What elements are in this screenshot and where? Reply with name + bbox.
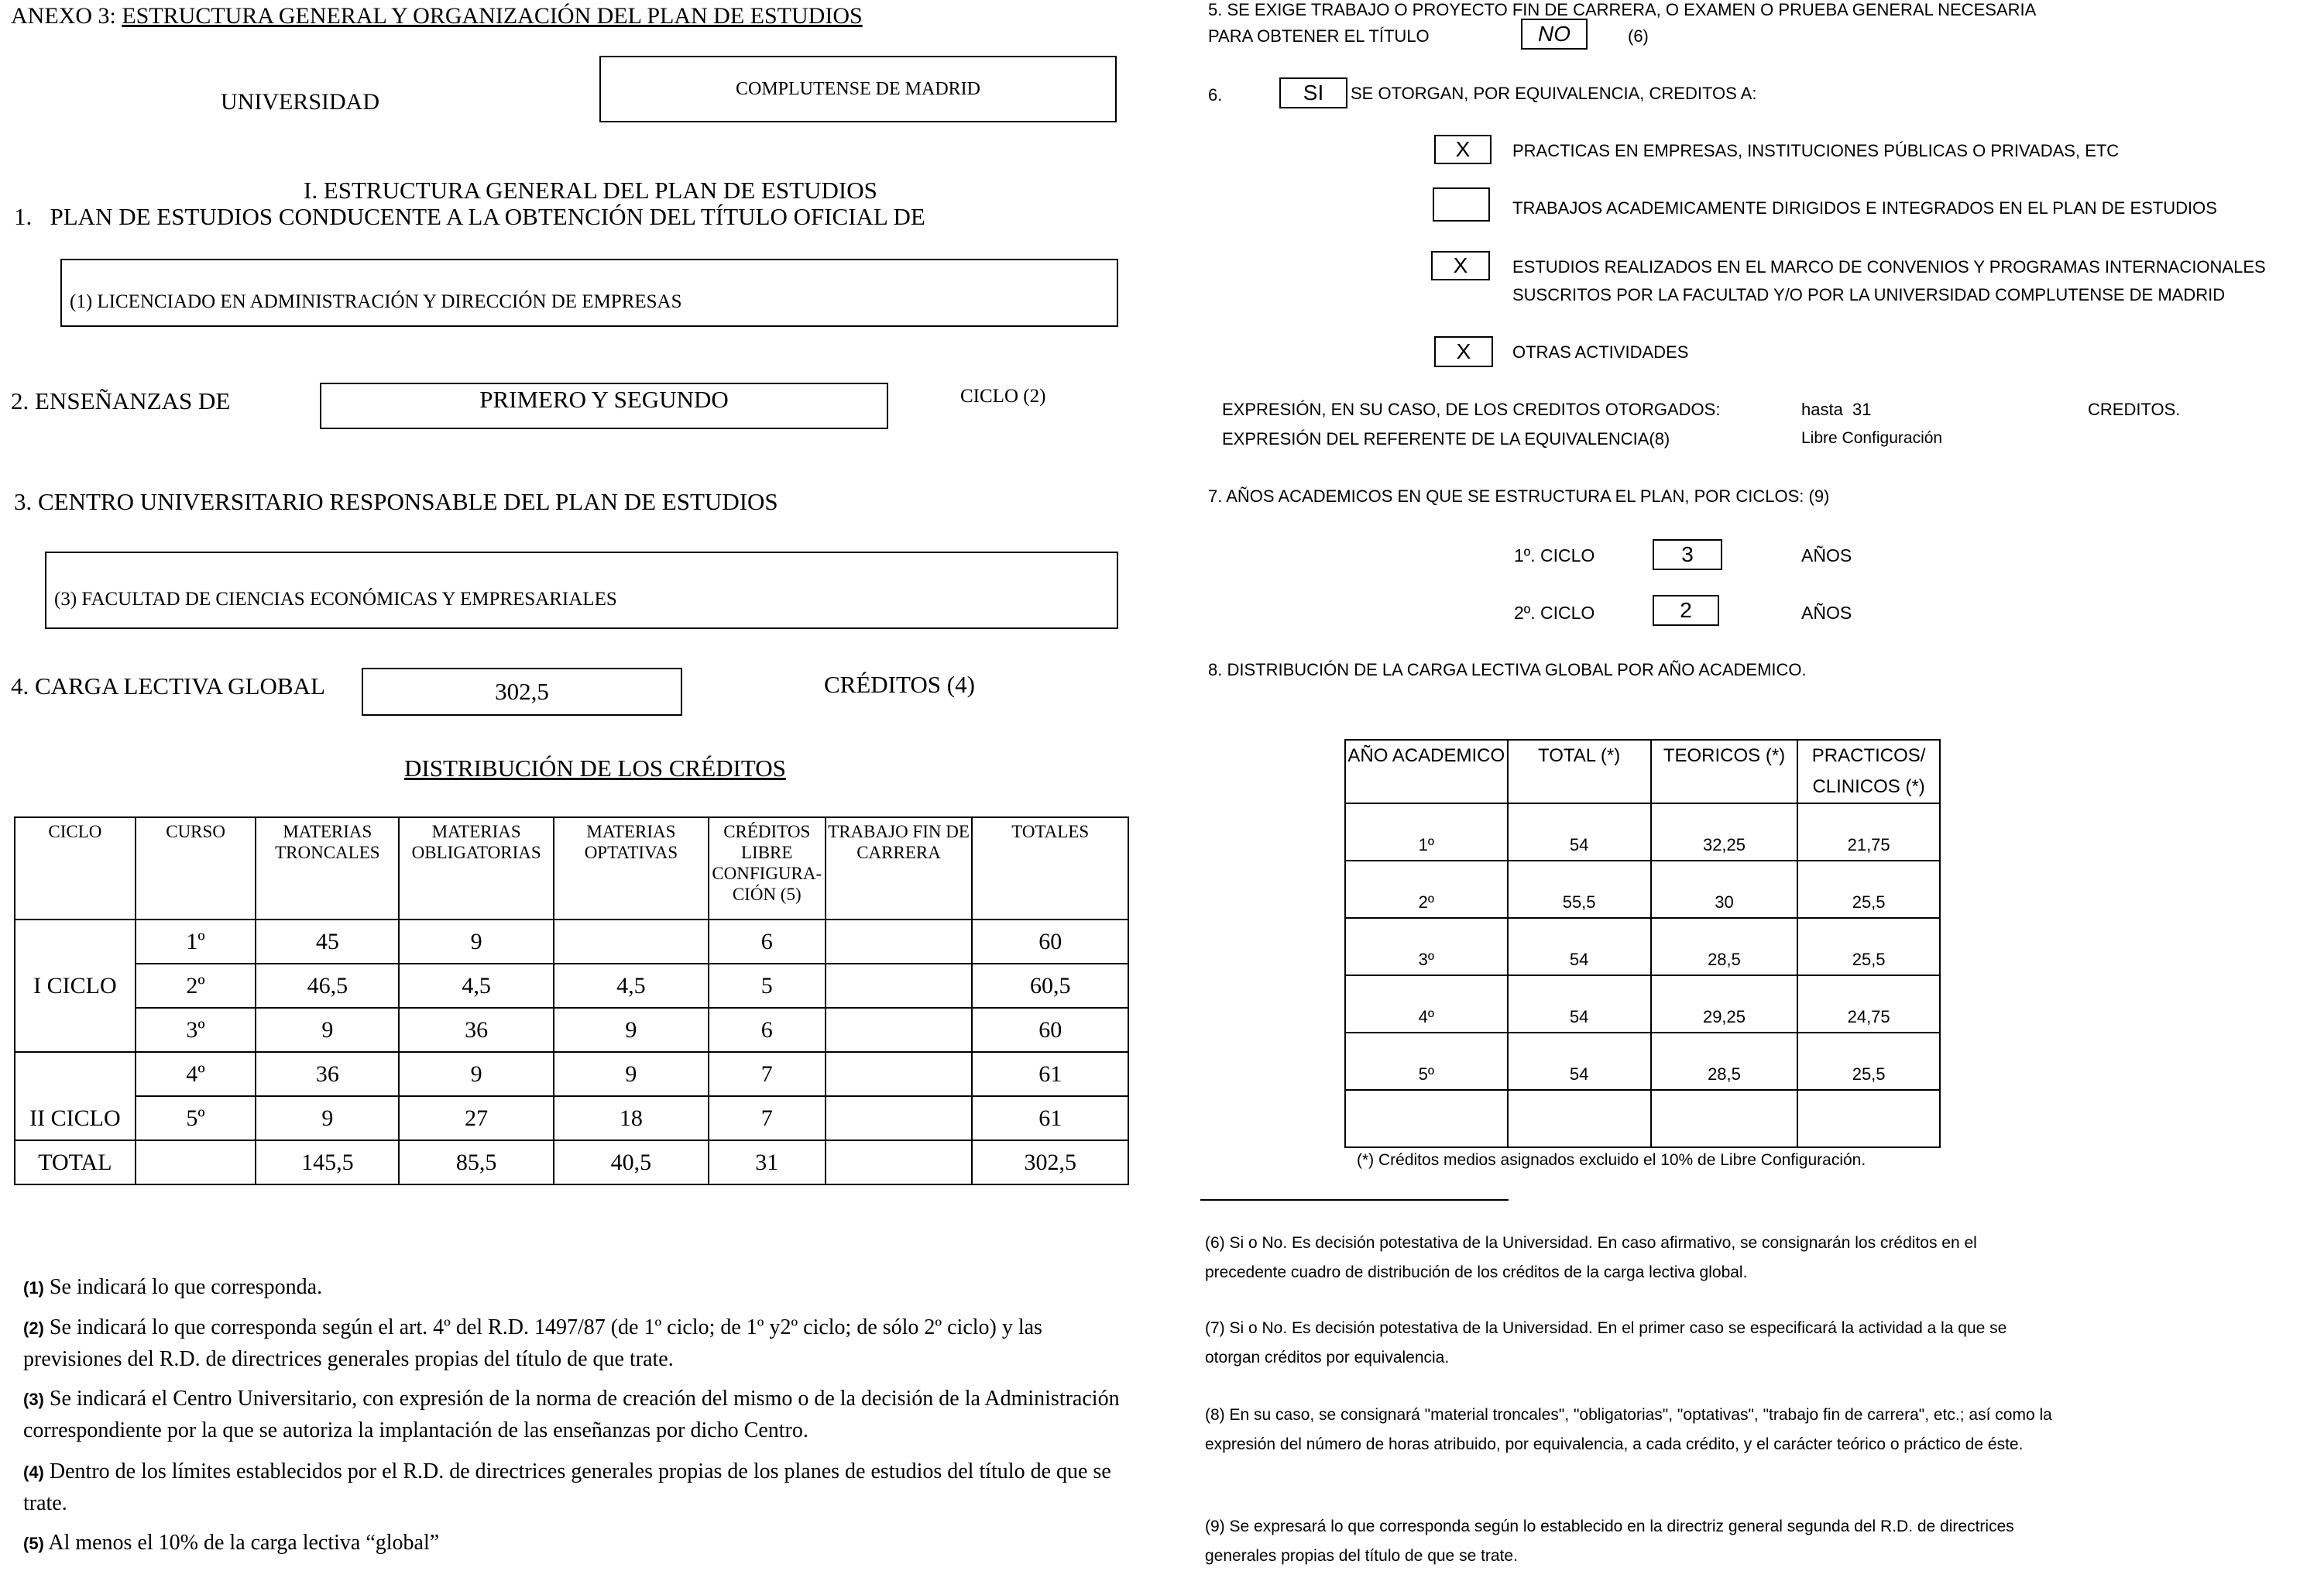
table-row: II CICLO 4º 36 9 9 7 61 <box>15 1052 1128 1096</box>
option-label: TRABAJOS ACADEMICAMENTE DIRIGIDOS E INTEGRADOS EN EL PLAN DE ESTUDIOS <box>1512 198 2217 218</box>
credits-expression-label: EXPRESIÓN, EN SU CASO, DE LOS CREDITOS OTORGADOS: <box>1222 400 1721 419</box>
header-cell: TOTALES <box>972 817 1128 920</box>
degree-field: (1) LICENCIADO EN ADMINISTRACIÓN Y DIRECCIÓN DE EMPRESAS <box>60 259 1118 327</box>
years-unit: AÑOS <box>1801 545 1852 565</box>
option-label: OTRAS ACTIVIDADES <box>1512 342 1689 362</box>
option-checkbox: X <box>1434 135 1492 164</box>
academic-year-table <box>1344 739 1941 1148</box>
credits-expression-value: hasta 31 <box>1801 400 1872 419</box>
cycle-cell: II CICLO <box>15 1052 136 1140</box>
table-row: 5º 54 28,5 25,5 <box>1345 1033 1940 1090</box>
table-header <box>1345 740 1940 803</box>
header-cell: TEORICOS (*) <box>1651 740 1798 803</box>
footnote-1: (1) Se indicará lo que corresponda. <box>23 1275 323 1299</box>
annex-title: ESTRUCTURA GENERAL Y ORGANIZACIÓN DEL PLAN DE ESTUDIOS <box>122 3 863 29</box>
footnote-8: (8) En su caso, se consignará "material troncales", "obligatorias", "optativas", "trabajo fin de carrera", etc.; así como la expresión del número de horas atribuido, por equivalencia, a cada crédito, y el carácter teórico o práctico de éste. <box>1205 1406 2052 1453</box>
table-row: I CICLO 1º 45 9 6 60 <box>15 920 1128 964</box>
table-row: 3º 9 36 9 6 60 <box>15 1008 1128 1052</box>
header-cell: MATERIAS OBLIGATORIAS <box>399 817 554 920</box>
header-cell: PRACTICOS/ CLINICOS (*) <box>1797 740 1940 803</box>
credits-unit: CREDITOS. <box>2088 400 2181 419</box>
table-row: 4º 54 29,25 24,75 <box>1345 975 1940 1033</box>
item1-label: 1. PLAN DE ESTUDIOS CONDUCENTE A LA OBTENCIÓN DEL TÍTULO OFICIAL DE <box>14 203 925 230</box>
option-label: PRACTICAS EN EMPRESAS, INSTITUCIONES PÚBLICAS O PRIVADAS, ETC <box>1512 141 2120 160</box>
section5-line2: PARA OBTENER EL TÍTULO <box>1208 26 1430 46</box>
header-cell: MATERIAS OPTATIVAS <box>554 817 709 920</box>
footnote-divider <box>1200 1199 1509 1201</box>
university-label: UNIVERSIDAD <box>221 89 379 115</box>
option-checkbox <box>1433 187 1490 222</box>
cycle2-years-field: 2 <box>1653 595 1719 626</box>
global-load-field: 302,5 <box>362 668 682 716</box>
cycle1-years-field: 3 <box>1653 539 1722 570</box>
cycle-note: CICLO (2) <box>960 386 1046 407</box>
table-row: 1º 54 32,25 21,75 <box>1345 803 1940 861</box>
credits-distribution-table <box>14 816 1129 1185</box>
final-project-field: NO <box>1521 19 1588 50</box>
cycle2-label: 2º. CICLO <box>1514 603 1595 623</box>
section6-num: 6. <box>1208 85 1223 105</box>
footnote-9: (9) Se expresará lo que corresponda según lo establecido en la directriz general segunda del R.D. de directrices generales propias del título de que se trate. <box>1205 1518 2014 1565</box>
reference-label: EXPRESIÓN DEL REFERENTE DE LA EQUIVALENCIA(8) <box>1222 429 1670 449</box>
center-field: (3) FACULTAD DE CIENCIAS ECONÓMICAS Y EMPRESARIALES <box>45 552 1118 629</box>
header-cell: TRABAJO FIN DE CARRERA <box>826 817 973 920</box>
university-field: COMPLUTENSE DE MADRID <box>599 56 1117 122</box>
header-cell: CURSO <box>136 817 256 920</box>
years-unit: AÑOS <box>1801 603 1852 623</box>
option-label-continued: SUSCRITOS POR LA FACULTAD Y/O POR LA UNIVERSIDAD COMPLUTENSE DE MADRID <box>1512 285 2226 304</box>
section1-title: I. ESTRUCTURA GENERAL DEL PLAN DE ESTUDIOS <box>304 177 877 204</box>
section5-line1: 5. SE EXIGE TRABAJO O PROYECTO FIN DE CARRERA, O EXAMEN O PRUEBA GENERAL NECESARIA <box>1208 0 2037 19</box>
header-cell: CRÉDITOS LIBRE CONFIGURA-CIÓN (5) <box>709 817 826 920</box>
cycle1-label: 1º. CICLO <box>1514 545 1595 565</box>
equivalence-field: SI <box>1279 77 1347 108</box>
footnote-2: (2) Se indicará lo que corresponda según el art. 4º del R.D. 1497/87 (de 1º ciclo; de 1º y2º ciclo; de sólo 2º ciclo) y las previsiones del R.D. de directrices generales propias del título de que trate. <box>23 1315 1042 1371</box>
footnote-6: (6) Si o No. Es decisión potestativa de la Universidad. En caso afirmativo, se consignarán los créditos en el precedente cuadro de distribución de los créditos de la carga lectiva global. <box>1205 1234 1977 1281</box>
teaching-cycles-field: PRIMERO Y SEGUNDO <box>320 383 888 429</box>
reference-value: Libre Configuración <box>1801 429 1943 447</box>
section7-title: 7. AÑOS ACADEMICOS EN QUE SE ESTRUCTURA EL PLAN, POR CICLOS: (9) <box>1208 486 1830 506</box>
credits-note: CRÉDITOS (4) <box>824 671 975 698</box>
option-checkbox: X <box>1434 336 1493 367</box>
footnote-3: (3) Se indicará el Centro Universitario, con expresión de la norma de creación del mismo o de la decisión de la Administración correspondiente por la que se autoriza la implantación de las enseñanzas por dicho Centro. <box>23 1387 1120 1442</box>
table-row: 3º 54 28,5 25,5 <box>1345 918 1940 975</box>
option-label: ESTUDIOS REALIZADOS EN EL MARCO DE CONVENIOS Y PROGRAMAS INTERNACIONALES <box>1512 257 2266 277</box>
distribution-title: DISTRIBUCIÓN DE LOS CRÉDITOS <box>404 755 786 782</box>
total-row: TOTAL 145,5 85,5 40,5 31 302,5 <box>15 1140 1128 1184</box>
cycle-cell: I CICLO <box>15 920 136 1052</box>
section6-label: SE OTORGAN, POR EQUIVALENCIA, CREDITOS A: <box>1351 84 1757 103</box>
item3-label: 3. CENTRO UNIVERSITARIO RESPONSABLE DEL PLAN DE ESTUDIOS <box>14 488 778 515</box>
footnote-5: (5) Al menos el 10% de la carga lectiva “global” <box>23 1531 440 1555</box>
footnote-4: (4) Dentro de los límites establecidos por el R.D. de directrices generales propias de los planes de estudios del título de que se trate. <box>23 1459 1111 1515</box>
header-cell: CICLO <box>15 817 136 920</box>
item2-label: 2. ENSEÑANZAS DE <box>11 387 231 414</box>
header-cell: AÑO ACADEMICO <box>1345 740 1508 803</box>
item4-label: 4. CARGA LECTIVA GLOBAL <box>11 672 325 700</box>
header-cell: TOTAL (*) <box>1508 740 1651 803</box>
section8-title: 8. DISTRIBUCIÓN DE LA CARGA LECTIVA GLOBAL POR AÑO ACADEMICO. <box>1208 660 1807 679</box>
table-row: 2º 55,5 30 25,5 <box>1345 861 1940 918</box>
option-checkbox: X <box>1431 251 1490 280</box>
footnote-7: (7) Si o No. Es decisión potestativa de la Universidad. En el primer caso se especificará la actividad a la que se otorgan créditos por equivalencia. <box>1205 1319 2007 1366</box>
table-row: 5º 9 27 18 7 61 <box>15 1096 1128 1140</box>
section5-note: (6) <box>1628 26 1649 46</box>
table-row <box>1345 1090 1940 1147</box>
table-row: 2º 46,5 4,5 4,5 5 60,5 <box>15 964 1128 1008</box>
table-note: (*) Créditos medios asignados excluido el 10% de Libre Configuración. <box>1357 1151 1866 1169</box>
header-cell: MATERIAS TRONCALES <box>256 817 399 920</box>
table-header <box>15 817 1128 920</box>
annex-heading: ANEXO 3: ESTRUCTURA GENERAL Y ORGANIZACIÓN DEL PLAN DE ESTUDIOS <box>11 3 863 29</box>
